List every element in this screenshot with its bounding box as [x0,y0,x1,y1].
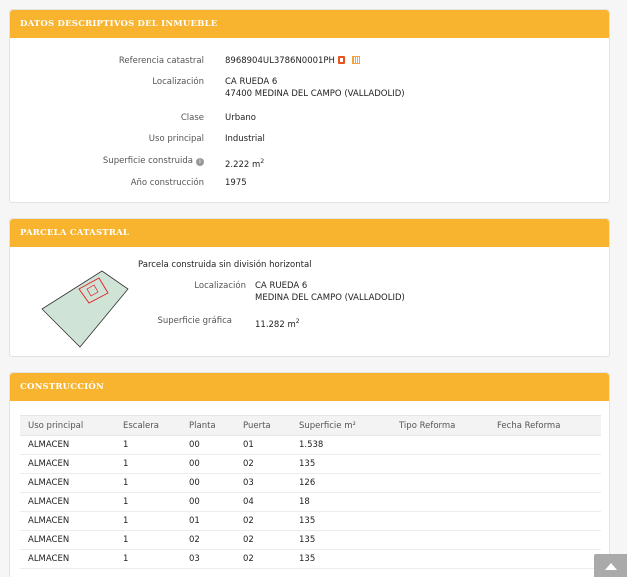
parcela-loc-line2: MEDINA DEL CAMPO (VALLADOLID) [255,293,405,303]
table-cell: 00 [181,493,235,512]
ref-value: 8968904UL3786N0001PH [225,56,335,66]
uso-value: Industrial [225,134,265,144]
loc-label: Localización [152,77,204,87]
table-cell: 1 [115,493,181,512]
table-row [20,455,601,474]
sup-label: Superficie construida [102,156,193,166]
parcela-panel-title: PARCELA CATASTRAL [10,219,609,247]
table-cell [391,436,489,455]
parcel-map[interactable] [40,265,140,349]
table-cell: 18 [291,493,391,512]
table-row [20,474,601,493]
construccion-panel [9,372,610,577]
table-row [20,512,601,531]
table-cell: ALMACEN [20,512,115,531]
table-cell [391,493,489,512]
construccion-table [20,415,601,569]
col-uso: Uso principal [20,416,115,436]
table-cell: 00 [181,474,235,493]
table-cell: 01 [181,512,235,531]
table-cell: 1 [115,455,181,474]
info-icon[interactable]: i [196,158,204,166]
parcela-panel [9,218,610,357]
parcela-sup-label: Superficie gráfica [157,316,232,326]
table-cell: 01 [235,436,291,455]
sup-value-group [225,156,264,171]
table-cell [489,531,601,550]
scroll-top-button[interactable] [594,554,627,577]
table-cell: 1 [115,512,181,531]
table-cell: ALMACEN [20,455,115,474]
table-cell: 02 [235,512,291,531]
col-tipo-reforma: Tipo Reforma [391,416,489,436]
sup-unit-exponent: 2 [260,158,265,165]
sup-value: 2.222 m [225,160,261,170]
table-cell: ALMACEN [20,436,115,455]
table-cell [489,550,601,569]
parcela-sup-value-group [255,316,300,331]
ref-label: Referencia catastral [118,56,204,66]
table-cell: 1 [115,550,181,569]
table-row [20,493,601,512]
col-escalera: Escalera [115,416,181,436]
table-cell: 02 [181,531,235,550]
table-cell [391,550,489,569]
table-cell: 02 [235,455,291,474]
anio-label: Año construcción [130,178,204,188]
table-cell: 135 [291,455,391,474]
table-cell: 135 [291,531,391,550]
table-cell: ALMACEN [20,550,115,569]
parcela-loc-label: Localización [194,281,246,291]
col-puerta: Puerta [235,416,291,436]
table-cell: 02 [235,550,291,569]
uso-label: Uso principal [148,134,204,144]
table-cell: 1.538 [291,436,391,455]
anio-value: 1975 [225,178,247,188]
table-cell: 02 [235,531,291,550]
table-cell [391,455,489,474]
loc-line2: 47400 MEDINA DEL CAMPO (VALLADOLID) [225,89,405,99]
table-cell [489,512,601,531]
table-cell: 03 [235,474,291,493]
table-cell: ALMACEN [20,531,115,550]
table-row [20,550,601,569]
loc-line1: CA RUEDA 6 [225,77,278,87]
col-fecha-reforma: Fecha Reforma [489,416,601,436]
table-cell [489,436,601,455]
table-header-row [20,416,601,436]
sup-label-group [10,156,204,167]
parcela-sup-exponent: 2 [295,318,300,325]
table-cell: 135 [291,550,391,569]
descriptive-panel [9,9,610,203]
table-cell: 126 [291,474,391,493]
table-cell: 135 [291,512,391,531]
table-cell: 04 [235,493,291,512]
table-cell [489,455,601,474]
col-planta: Planta [181,416,235,436]
table-row [20,436,601,455]
parcela-loc-line1: CA RUEDA 6 [255,281,308,291]
copy-icon[interactable] [338,56,345,64]
table-cell: 03 [181,550,235,569]
table-cell: 00 [181,436,235,455]
table-cell [391,512,489,531]
table-row [20,531,601,550]
table-cell: 1 [115,436,181,455]
table-cell [391,474,489,493]
table-cell [391,531,489,550]
construccion-rows [20,436,601,569]
document-icon[interactable] [352,56,360,64]
table-cell [489,474,601,493]
table-cell [489,493,601,512]
descriptive-panel-title: DATOS DESCRIPTIVOS DEL INMUEBLE [10,10,609,38]
construccion-panel-title: CONSTRUCCIÓN [10,373,609,401]
clase-value: Urbano [225,113,256,123]
table-cell: 1 [115,474,181,493]
table-cell: ALMACEN [20,474,115,493]
table-cell: ALMACEN [20,493,115,512]
parcela-tipo: Parcela construida sin división horizontal [138,260,312,270]
table-cell: 00 [181,455,235,474]
col-superficie: Superficie m² [291,416,391,436]
clase-label: Clase [180,113,204,123]
table-cell: 1 [115,531,181,550]
parcela-sup-value: 11.282 m [255,320,296,330]
ref-value-group [225,56,360,67]
